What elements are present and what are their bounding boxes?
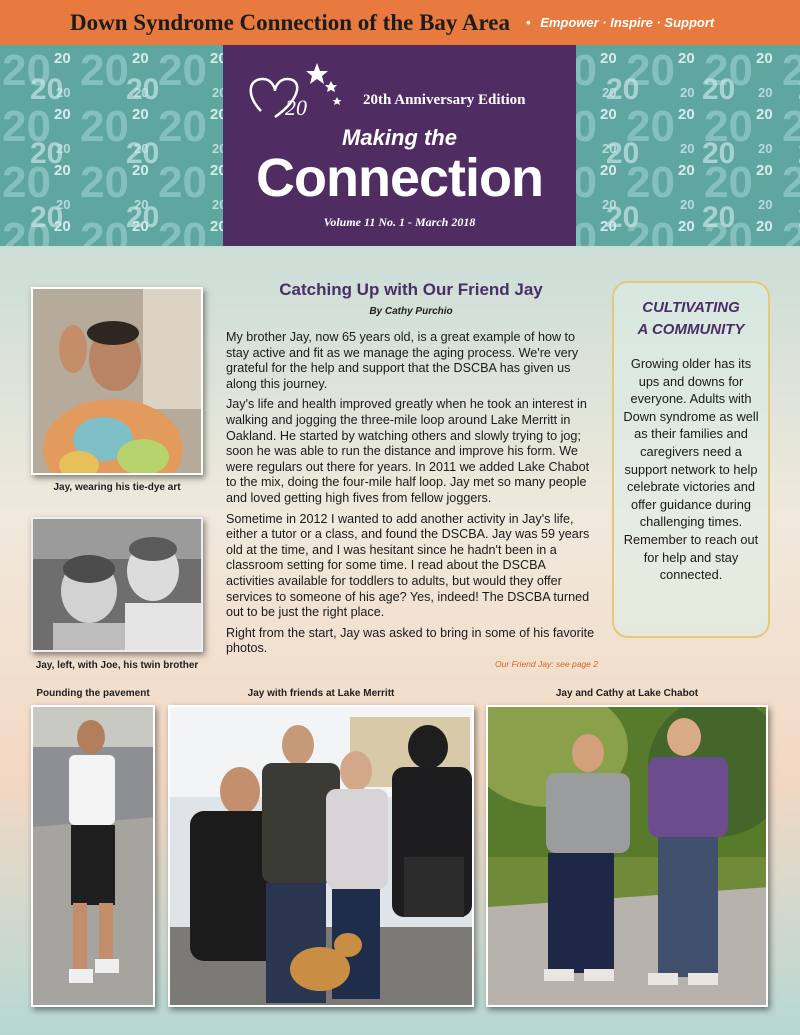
caption-lake-merritt: Jay with friends at Lake Merritt [247, 688, 395, 699]
photo-lake-merritt-illustration [170, 707, 474, 1007]
photo-jay-tie-dye-illustration [33, 289, 203, 475]
article-headline: Catching Up with Our Friend Jay [279, 280, 543, 299]
sidebar-body: Growing older has its ups and downs for everyone. Adults with Down syndrome as well as their families and caregivers need a support network to help celebrate victories and offer guidance during challenging times. Remember to reach out for help and stay connected. [623, 356, 759, 583]
sidebar-title-line-1: CULTIVATING [642, 299, 740, 316]
top-bar [0, 0, 800, 45]
title-making-the: Making the [342, 125, 457, 150]
photo-jay-tie-dye [31, 287, 203, 475]
article-paragraph: Sometime in 2012 I wanted to add another activity in Jay's life, either a tutor or a class, and found the DSCBA. Jay was 59 years old at the time, and I was hesitant since he hadn't been in a classroom setting for some time. I read about the DSCBA activities available for toddlers to adults, but would they offer services to someone of his age? Yes, indeed! The DSCBA turned out to be just the right place. [226, 511, 590, 620]
sidebar-title [614, 297, 768, 341]
photo-lake-chabot-illustration [488, 707, 768, 1007]
photo-pounding-pavement-illustration [33, 707, 155, 1007]
caption-tie-dye: Jay, wearing his tie-dye art [53, 482, 181, 493]
anniversary-edition-label: 20th Anniversary Edition [363, 92, 526, 108]
photo-jay-and-twin [31, 517, 203, 652]
volume-issue-date: Volume 11 No. 1 - March 2018 [323, 215, 476, 229]
tagline-text: Empower · Inspire · Support [540, 15, 715, 30]
sidebar-cultivating-community [612, 281, 770, 638]
article-paragraph: My brother Jay, now 65 years old, is a great example of how to stay active and fit as we manage the aging process. We're very grateful for the help and support that the DSCBA has given us along this journey. [226, 330, 579, 391]
article-paragraph: Jay's life and health improved greatly when he took an interest in walking and jogging the three-mile loop around Lake Merritt in Oakland. He started by watching others and slowly trying to jog; soon he was able to run the distance and improve his form. We were regulars out there for years. In 2011 we added Lake Chabot to the mix, doing the four-mile half loop. Jay met so many people and loved getting high fives from fellow joggers. [226, 397, 590, 505]
caption-twin-brother: Jay, left, with Joe, his twin brother [35, 660, 199, 671]
caption-lake-chabot: Jay and Cathy at Lake Chabot [555, 688, 699, 699]
sidebar-title-line-2: A COMMUNITY [637, 321, 745, 338]
logo-number: 20 [285, 95, 307, 120]
organization-name: Down Syndrome Connection of the Bay Area [70, 9, 510, 35]
anniversary-heart-logo [245, 59, 365, 129]
continued-on-page-2: Our Friend Jay: see page 2 [495, 659, 599, 669]
masthead [223, 45, 576, 246]
article-byline: By Cathy Purchio [369, 306, 453, 317]
article-paragraph: Right from the start, Jay was asked to bring in some of his favorite photos. [226, 625, 595, 656]
photo-jay-and-twin-illustration [33, 519, 203, 652]
title-connection: Connection [256, 148, 543, 208]
photo-lake-merritt-friends [168, 705, 474, 1007]
tagline-bullet: • [526, 15, 531, 30]
caption-pounding-pavement: Pounding the pavement [36, 688, 150, 699]
photo-lake-chabot [486, 705, 768, 1007]
photo-pounding-pavement [31, 705, 155, 1007]
tagline [526, 15, 714, 30]
article-body [226, 330, 596, 662]
